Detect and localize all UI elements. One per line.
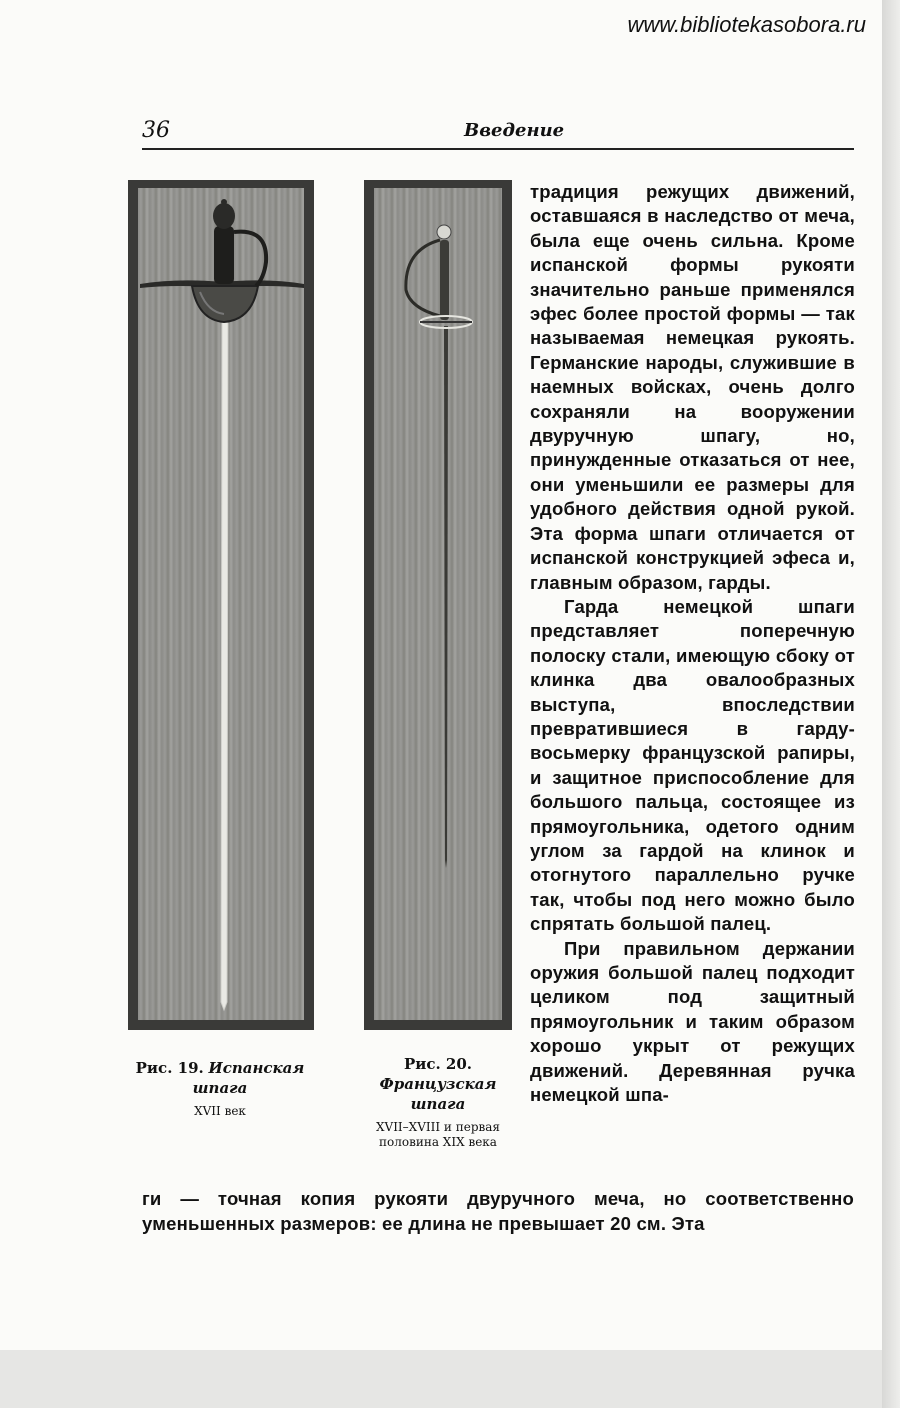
- paragraph: При правильном держании оружия большой палец подходит целиком под защитный прямоугольник и таким образом хорошо укрыт от режущих движений. Деревянная ручка немецкой шпа-: [530, 937, 855, 1106]
- scan-bottom-margin: [0, 1350, 882, 1408]
- caption-subtitle: XVII век: [194, 1104, 246, 1118]
- body-text-full-width: ги — точная копия рукояти двуручного меча, но соответственно уменьшенных размеров: ее длина не превышает 20 см. Эта: [142, 1188, 854, 1234]
- site-watermark: www.bibliotekasobora.ru: [627, 12, 866, 37]
- running-head: Введение: [464, 120, 565, 141]
- body-text-column: [530, 180, 855, 1107]
- french-sword-image: [364, 180, 512, 1030]
- caption-title: Испанская шпага: [192, 1059, 305, 1097]
- figure-20-caption: [358, 1054, 518, 1150]
- page-edge-shadow: [882, 0, 900, 1408]
- caption-number: Рис. 19.: [135, 1059, 204, 1077]
- paragraph: Гарда немецкой шпаги представляет поперечную полоску стали, имеющую сбоку от клинка два овалообразных выступа, впоследствии превратившиеся в гарду-восьмерку французской рапиры, и защитное приспособление для большого пальца, состоящее из прямоугольника, одетого одним углом за гардой на клинок и отогнутого параллельно ручке так, чтобы под него можно было спрятать большой палец.: [530, 595, 855, 935]
- caption-subtitle: XVII–XVIII и первая половина XIX века: [375, 1120, 500, 1149]
- figure-spanish-sword: [128, 180, 314, 1030]
- spanish-sword-image: [128, 180, 314, 1030]
- figure-french-sword: [364, 180, 512, 1030]
- paragraph: традиция режущих движений, оставшаяся в наследство от меча, была еще очень сильна. Кроме испанской формы рукояти значительно раньше применялся эфес более простой формы — так называемая немецкая рукоять. Германские народы, служившие в наемных войсках, очень долго сохраняли на вооружении двуручную шпагу, но, принужденные отказаться от нее, они уменьшили ее размеры для удобного действия одной рукой. Эта форма шпаги отличается от испанской конструкцией эфеса и, главным образом, гарды.: [530, 181, 855, 593]
- page-header: [142, 116, 854, 150]
- caption-number: Рис. 20.: [403, 1055, 473, 1073]
- caption-title: Французская шпага: [379, 1075, 497, 1113]
- page-number: 36: [142, 118, 170, 143]
- figure-19-caption: [130, 1058, 310, 1119]
